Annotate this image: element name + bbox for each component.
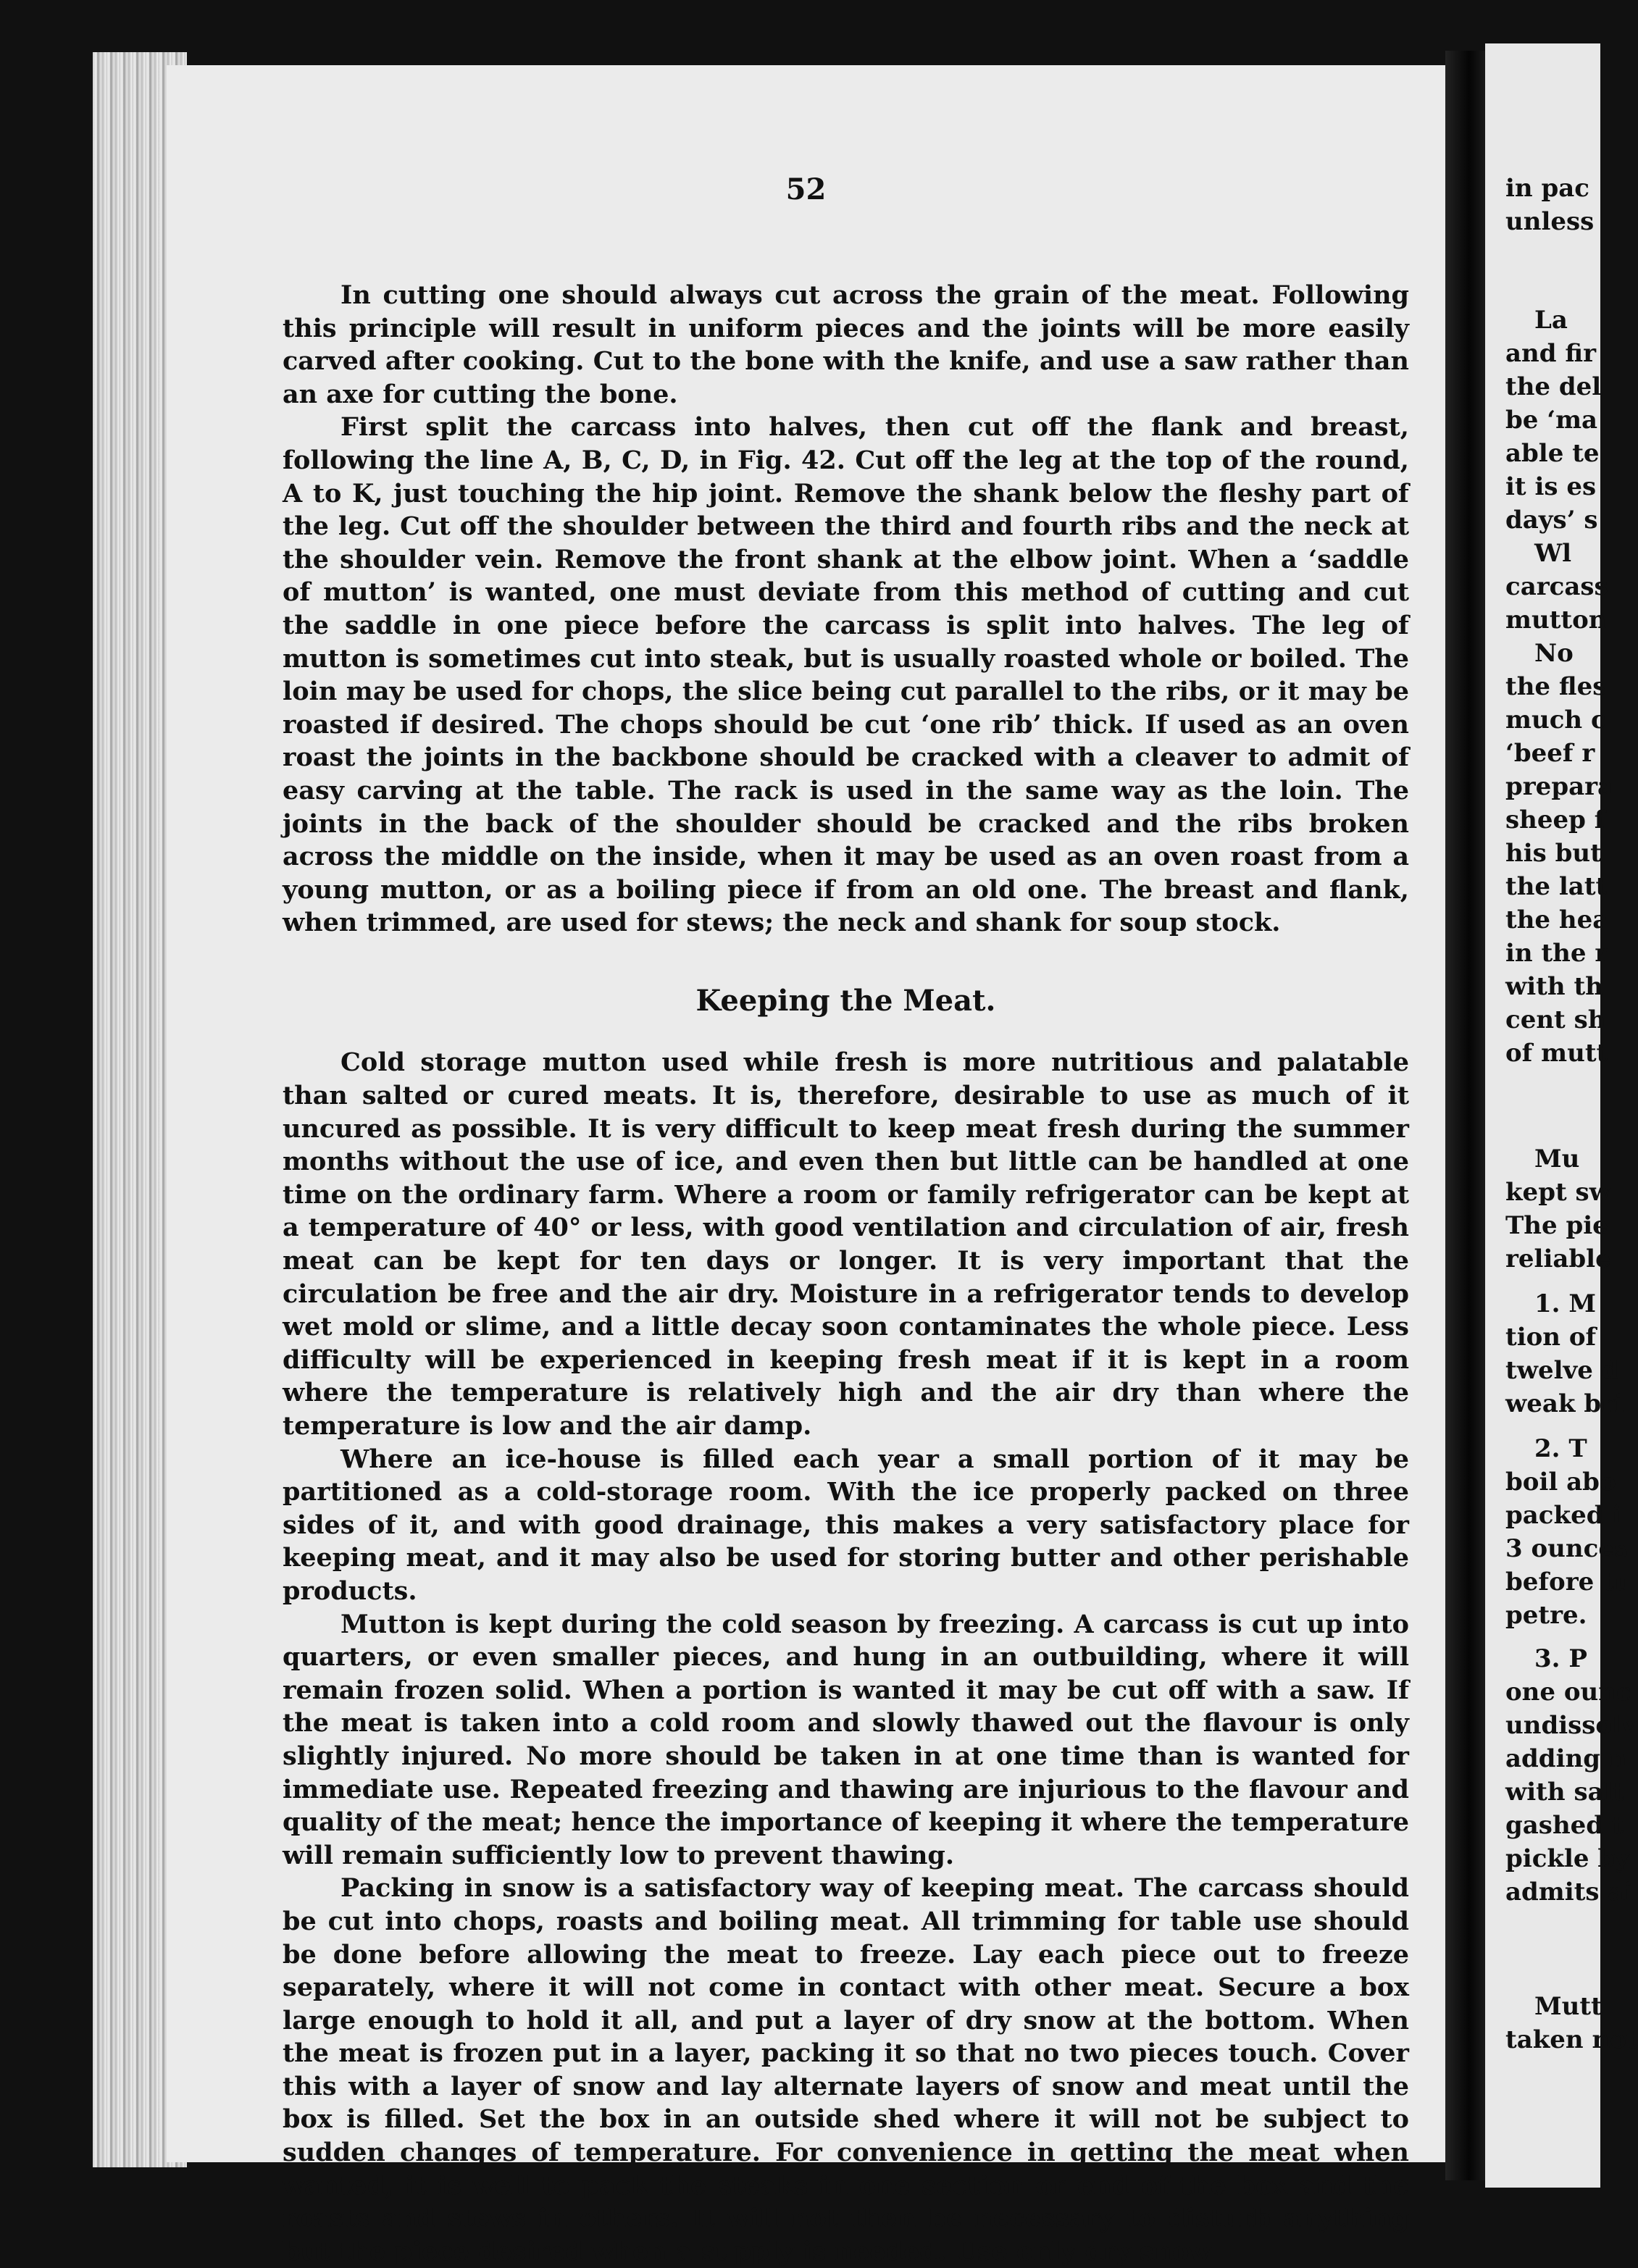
right-page-line: mutton xyxy=(1505,606,1607,635)
right-page-line: with salt xyxy=(1505,1778,1625,1807)
paragraph-ice-house: Where an ice-house is filled each year a small portion of it may be partitioned as a cold-storage room. With the ice properly packed on three sides of it, and with good drainage, this makes a very satisfactory place for keeping meat, and it may also be used for storing butter and other perishable products. xyxy=(283,1444,1409,1606)
right-page-line: tion of xyxy=(1505,1323,1597,1352)
right-page-line: 2. T xyxy=(1534,1434,1587,1463)
right-page-line: pickle by xyxy=(1505,1844,1629,1873)
right-page-line: before tu xyxy=(1505,1568,1632,1597)
right-page-line: taken not xyxy=(1505,2025,1638,2054)
paragraph-cold-storage: Cold storage mutton used while fresh is more nutritious and palatable than salted or cured meats. It is, therefore, desirable to use as much of it uncured as possible. It is very difficult to keep meat fresh during the summer months without the use of ice, and even then but little can be handled at one time on the ordinary farm. Where a room or family refrigerator can be kept at a temperature of 40° or less, with good ventilation and circulation of air, fresh meat can be kept for ten days or longer. It is very important that the circulation be free and the air dry. Moisture in a refrigerator tends to develop wet mold or slime, and a little decay soon contaminates the whole piece. Less difficulty will be experienced in keeping fresh meat if it is kept in a room where the temperature is relatively high and the air dry than where the temperature is low and the air damp. xyxy=(283,1047,1409,1441)
right-page-line: be ‘ma xyxy=(1505,406,1598,435)
right-page-line: prepara xyxy=(1505,772,1614,801)
right-page-line: of mutt xyxy=(1505,1039,1608,1068)
right-page-line: 3 ounces xyxy=(1505,1534,1629,1563)
right-page-line: much c xyxy=(1505,706,1606,735)
right-page-line: cent sh xyxy=(1505,1005,1606,1034)
right-page-line: twelve d xyxy=(1505,1356,1619,1385)
right-page-line: reliable xyxy=(1505,1244,1611,1273)
left-page xyxy=(167,65,1445,2267)
right-page-fragment xyxy=(1485,43,1638,2188)
right-page-line: the hea xyxy=(1505,905,1609,934)
section-heading: Keeping the Meat. xyxy=(695,983,996,1018)
paragraph-snow-packing: Packing in snow is a satisfactory way of keeping meat. The carcass should be cut into chops, roasts and boiling meat. All trimming for table use should be done before allowing the meat to freeze. Lay each piece out to freeze separately, where it will not come in contact with other meat. Secure a box large enough to hold it all, and put a layer of dry snow at the bottom. When the meat is frozen put in a layer, packing it so that no two pieces touch. Cover this with a layer of snow and lay alternate layers of snow and meat until the box is filled. Set the box in an outside shed where it will not be subject to sudden changes of temperature. For convenience in getting the meat when wanted, it is well to pack the steaks in one section or end of the box and the roasts and stews in others. It will not then be necessary to disturb anything but the piece desired when a supply is needed. Use only dry snow xyxy=(283,1873,1409,2267)
right-page-line: Wl xyxy=(1534,539,1572,568)
right-page-line: one ounc xyxy=(1505,1678,1631,1707)
right-page-line: it is es xyxy=(1505,472,1597,501)
paragraph-cutting-method: First split the carcass into halves, then cut off the flank and breast, following the line A, B, C, D, in Fig. 42. Cut off the leg at the top of the round, A to K, just touching the hip joint. Remove the shank below the fleshy part of the leg. Cut off the shoulder between the third and fourth ribs and the neck at the shoulder vein. Remove the front shank at the elbow joint. When a ‘saddle of mutton’ is wanted, one must deviate from this method of cutting and cut the saddle in one piece before the carcass is split into halves. The leg of mutton is sometimes cut into steak, but is usually roasted whole or boiled. The loin may be used for chops, the slice being cut parallel to the ribs, or it may be roasted if desired. The chops should be cut ‘one rib’ thick. If used as an oven roast the joints in the backbone should be cracked with a cleaver to admit of easy carving at the table. The rack is used in the same way as the loin. The joints in the back of the shoulder should be cracked and the ribs broken across the middle on the inside, when it may be used as an oven roast from a young mutton, or as a boiling piece if from an old one. The breast and flank, when trimmed, are used for stews; the neck and shank for soup stock. xyxy=(283,412,1409,938)
right-page-line: admits ai xyxy=(1505,1878,1634,1907)
paragraph-freezing: Mutton is kept during the cold season by freezing. A carcass is cut up into quarters, or even smaller pieces, and hung in an outbuilding, where it will remain frozen solid. When a portion is wanted it may be cut off with a saw. If the meat is taken into a cold room and slowly thawed out the flavour is only slightly injured. No more should be taken in at one time than is wanted for immediate use. Repeated freezing and thawing are injurious to the flavour and quality of the meat; hence the importance of keeping it where the temperature will remain sufficiently low to prevent thawing. xyxy=(283,1609,1409,1870)
right-page-line: sheep f xyxy=(1505,805,1605,834)
right-page-line: adding n xyxy=(1505,1744,1627,1773)
right-page-line: petre. xyxy=(1505,1601,1587,1630)
right-page-line: the del xyxy=(1505,372,1602,401)
right-page-line: and fir xyxy=(1505,339,1596,368)
right-page-line: 1. M xyxy=(1534,1289,1596,1318)
right-page-line: unless xyxy=(1505,207,1595,236)
book-gutter xyxy=(1445,51,1485,2180)
right-page-line: gashed t xyxy=(1505,1811,1624,1840)
page-number: 52 xyxy=(785,172,827,206)
right-page-line: his but xyxy=(1505,839,1602,868)
right-page-line: carcass xyxy=(1505,572,1608,601)
right-page-line: weak bri xyxy=(1505,1389,1624,1418)
right-page-line: undissolv xyxy=(1505,1711,1636,1740)
right-page-line: 3. P xyxy=(1534,1644,1587,1673)
right-page-line: The pie xyxy=(1505,1211,1608,1240)
right-page-line: No xyxy=(1534,639,1574,668)
right-page-line: in pac xyxy=(1505,174,1589,203)
right-page-line: the latt xyxy=(1505,872,1608,901)
right-page-line: packed i xyxy=(1505,1501,1622,1530)
paragraph-cutting-grain: In cutting one should always cut across the grain of the meat. Following this principle will result in uniform pieces and the joints will be more easily carved after cooking. Cut to the bone with the knife, and use a saw rather than an axe for cutting the bone. xyxy=(283,280,1409,409)
right-page-line: kept sw xyxy=(1505,1178,1610,1207)
right-page-line: Mutt xyxy=(1534,1992,1603,2021)
right-page-line: La xyxy=(1534,306,1568,335)
right-page-line: in the r xyxy=(1505,939,1608,968)
page-text xyxy=(283,279,1409,2268)
right-page-line: boil abo xyxy=(1505,1468,1616,1497)
right-page-line: with th xyxy=(1505,972,1603,1001)
right-page-line: the fles xyxy=(1505,672,1607,701)
right-page-line: days’ s xyxy=(1505,506,1598,535)
right-page-line: Mu xyxy=(1534,1145,1580,1173)
right-page-line: ‘beef r xyxy=(1505,739,1595,768)
right-page-line: able te xyxy=(1505,439,1600,468)
